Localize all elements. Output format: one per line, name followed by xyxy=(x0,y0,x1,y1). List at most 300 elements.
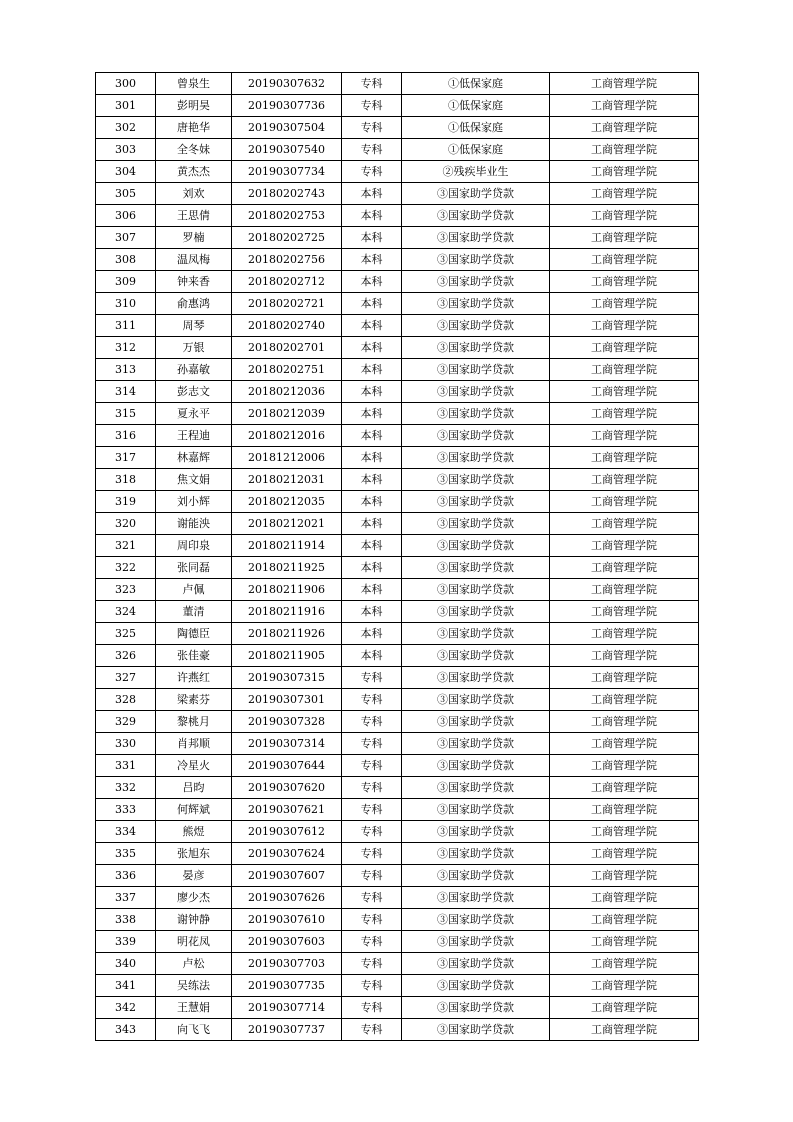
row-number-cell: 309 xyxy=(96,271,156,293)
college-cell: 工商管理学院 xyxy=(550,975,699,997)
education-level-cell: 本科 xyxy=(342,293,402,315)
hardship-type-cell: ③国家助学贷款 xyxy=(402,403,550,425)
college-cell: 工商管理学院 xyxy=(550,315,699,337)
student-id-cell: 20190307610 xyxy=(232,909,342,931)
table-row xyxy=(96,953,699,975)
education-level-cell: 专科 xyxy=(342,711,402,733)
hardship-type-cell: ③国家助学贷款 xyxy=(402,821,550,843)
college-cell: 工商管理学院 xyxy=(550,469,699,491)
row-number-cell: 311 xyxy=(96,315,156,337)
student-name-cell: 吴练法 xyxy=(156,975,232,997)
college-cell: 工商管理学院 xyxy=(550,513,699,535)
student-id-cell: 20190307621 xyxy=(232,799,342,821)
table-row xyxy=(96,425,699,447)
student-id-cell: 20190307314 xyxy=(232,733,342,755)
table-row xyxy=(96,667,699,689)
education-level-cell: 本科 xyxy=(342,579,402,601)
college-cell: 工商管理学院 xyxy=(550,535,699,557)
college-cell: 工商管理学院 xyxy=(550,887,699,909)
student-name-cell: 张旭东 xyxy=(156,843,232,865)
education-level-cell: 专科 xyxy=(342,865,402,887)
table-row xyxy=(96,117,699,139)
table-row xyxy=(96,73,699,95)
student-name-cell: 王思倩 xyxy=(156,205,232,227)
table-row xyxy=(96,447,699,469)
student-id-cell: 20180211926 xyxy=(232,623,342,645)
student-name-cell: 刘欢 xyxy=(156,183,232,205)
row-number-cell: 326 xyxy=(96,645,156,667)
table-row xyxy=(96,997,699,1019)
education-level-cell: 专科 xyxy=(342,755,402,777)
student-name-cell: 罗楠 xyxy=(156,227,232,249)
student-name-cell: 卢松 xyxy=(156,953,232,975)
row-number-cell: 324 xyxy=(96,601,156,623)
education-level-cell: 本科 xyxy=(342,491,402,513)
student-name-cell: 晏彦 xyxy=(156,865,232,887)
table-row xyxy=(96,337,699,359)
education-level-cell: 本科 xyxy=(342,557,402,579)
student-name-cell: 黄杰杰 xyxy=(156,161,232,183)
education-level-cell: 本科 xyxy=(342,623,402,645)
hardship-type-cell: ③国家助学贷款 xyxy=(402,337,550,359)
student-id-cell: 20190307644 xyxy=(232,755,342,777)
row-number-cell: 327 xyxy=(96,667,156,689)
student-name-cell: 张同磊 xyxy=(156,557,232,579)
college-cell: 工商管理学院 xyxy=(550,667,699,689)
row-number-cell: 321 xyxy=(96,535,156,557)
row-number-cell: 317 xyxy=(96,447,156,469)
college-cell: 工商管理学院 xyxy=(550,689,699,711)
row-number-cell: 334 xyxy=(96,821,156,843)
row-number-cell: 320 xyxy=(96,513,156,535)
education-level-cell: 本科 xyxy=(342,403,402,425)
education-level-cell: 本科 xyxy=(342,645,402,667)
row-number-cell: 305 xyxy=(96,183,156,205)
education-level-cell: 专科 xyxy=(342,997,402,1019)
hardship-type-cell: ③国家助学贷款 xyxy=(402,1019,550,1041)
table-row xyxy=(96,887,699,909)
college-cell: 工商管理学院 xyxy=(550,777,699,799)
hardship-type-cell: ③国家助学贷款 xyxy=(402,953,550,975)
student-id-cell: 20180211916 xyxy=(232,601,342,623)
hardship-type-cell: ③国家助学贷款 xyxy=(402,579,550,601)
student-id-cell: 20190307737 xyxy=(232,1019,342,1041)
hardship-type-cell: ①低保家庭 xyxy=(402,139,550,161)
row-number-cell: 306 xyxy=(96,205,156,227)
hardship-type-cell: ③国家助学贷款 xyxy=(402,249,550,271)
hardship-type-cell: ③国家助学贷款 xyxy=(402,733,550,755)
hardship-type-cell: ③国家助学贷款 xyxy=(402,513,550,535)
student-id-cell: 20180202756 xyxy=(232,249,342,271)
student-id-cell: 20180211905 xyxy=(232,645,342,667)
college-cell: 工商管理学院 xyxy=(550,447,699,469)
student-id-cell: 20190307714 xyxy=(232,997,342,1019)
education-level-cell: 本科 xyxy=(342,227,402,249)
education-level-cell: 本科 xyxy=(342,183,402,205)
education-level-cell: 专科 xyxy=(342,975,402,997)
table-row xyxy=(96,403,699,425)
student-id-cell: 20190307736 xyxy=(232,95,342,117)
student-id-cell: 20180212039 xyxy=(232,403,342,425)
college-cell: 工商管理学院 xyxy=(550,73,699,95)
education-level-cell: 本科 xyxy=(342,249,402,271)
education-level-cell: 本科 xyxy=(342,381,402,403)
college-cell: 工商管理学院 xyxy=(550,491,699,513)
student-name-cell: 谢能泱 xyxy=(156,513,232,535)
student-id-cell: 20180212036 xyxy=(232,381,342,403)
education-level-cell: 本科 xyxy=(342,205,402,227)
row-number-cell: 332 xyxy=(96,777,156,799)
student-name-cell: 张佳豪 xyxy=(156,645,232,667)
student-id-cell: 20190307504 xyxy=(232,117,342,139)
student-id-cell: 20180202740 xyxy=(232,315,342,337)
row-number-cell: 319 xyxy=(96,491,156,513)
student-name-cell: 冷星火 xyxy=(156,755,232,777)
table-row xyxy=(96,381,699,403)
table-row xyxy=(96,799,699,821)
hardship-type-cell: ③国家助学贷款 xyxy=(402,315,550,337)
student-id-cell: 20180212016 xyxy=(232,425,342,447)
college-cell: 工商管理学院 xyxy=(550,557,699,579)
education-level-cell: 本科 xyxy=(342,469,402,491)
student-id-cell: 20190307703 xyxy=(232,953,342,975)
student-id-cell: 20190307734 xyxy=(232,161,342,183)
education-level-cell: 专科 xyxy=(342,117,402,139)
student-name-cell: 全冬妹 xyxy=(156,139,232,161)
table-row xyxy=(96,645,699,667)
student-name-cell: 万银 xyxy=(156,337,232,359)
education-level-cell: 专科 xyxy=(342,1019,402,1041)
student-name-cell: 曾泉生 xyxy=(156,73,232,95)
table-row xyxy=(96,139,699,161)
student-id-cell: 20190307301 xyxy=(232,689,342,711)
table-row xyxy=(96,777,699,799)
table-row xyxy=(96,557,699,579)
college-cell: 工商管理学院 xyxy=(550,249,699,271)
education-level-cell: 专科 xyxy=(342,931,402,953)
education-level-cell: 专科 xyxy=(342,73,402,95)
row-number-cell: 331 xyxy=(96,755,156,777)
college-cell: 工商管理学院 xyxy=(550,381,699,403)
education-level-cell: 本科 xyxy=(342,315,402,337)
college-cell: 工商管理学院 xyxy=(550,139,699,161)
student-id-cell: 20190307540 xyxy=(232,139,342,161)
hardship-type-cell: ③国家助学贷款 xyxy=(402,271,550,293)
education-level-cell: 专科 xyxy=(342,95,402,117)
student-name-cell: 彭志文 xyxy=(156,381,232,403)
student-id-cell: 20180212035 xyxy=(232,491,342,513)
student-id-cell: 20180211925 xyxy=(232,557,342,579)
student-name-cell: 谢钟静 xyxy=(156,909,232,931)
hardship-type-cell: ③国家助学贷款 xyxy=(402,227,550,249)
education-level-cell: 专科 xyxy=(342,161,402,183)
table-row xyxy=(96,601,699,623)
hardship-type-cell: ③国家助学贷款 xyxy=(402,425,550,447)
education-level-cell: 专科 xyxy=(342,139,402,161)
student-name-cell: 刘小辉 xyxy=(156,491,232,513)
hardship-type-cell: ③国家助学贷款 xyxy=(402,799,550,821)
college-cell: 工商管理学院 xyxy=(550,403,699,425)
row-number-cell: 315 xyxy=(96,403,156,425)
education-level-cell: 专科 xyxy=(342,843,402,865)
hardship-type-cell: ①低保家庭 xyxy=(402,73,550,95)
row-number-cell: 325 xyxy=(96,623,156,645)
college-cell: 工商管理学院 xyxy=(550,95,699,117)
college-cell: 工商管理学院 xyxy=(550,755,699,777)
table-row xyxy=(96,1019,699,1041)
row-number-cell: 313 xyxy=(96,359,156,381)
hardship-type-cell: ③国家助学贷款 xyxy=(402,997,550,1019)
student-id-cell: 20190307624 xyxy=(232,843,342,865)
hardship-type-cell: ③国家助学贷款 xyxy=(402,359,550,381)
college-cell: 工商管理学院 xyxy=(550,271,699,293)
college-cell: 工商管理学院 xyxy=(550,205,699,227)
student-name-cell: 许燕红 xyxy=(156,667,232,689)
row-number-cell: 342 xyxy=(96,997,156,1019)
college-cell: 工商管理学院 xyxy=(550,843,699,865)
hardship-type-cell: ③国家助学贷款 xyxy=(402,865,550,887)
hardship-type-cell: ③国家助学贷款 xyxy=(402,601,550,623)
student-name-cell: 王程迪 xyxy=(156,425,232,447)
row-number-cell: 308 xyxy=(96,249,156,271)
student-name-cell: 肖邦顺 xyxy=(156,733,232,755)
hardship-type-cell: ③国家助学贷款 xyxy=(402,777,550,799)
student-name-cell: 彭明昊 xyxy=(156,95,232,117)
student-list-table xyxy=(95,72,699,1041)
row-number-cell: 337 xyxy=(96,887,156,909)
hardship-type-cell: ③国家助学贷款 xyxy=(402,293,550,315)
student-id-cell: 20180202721 xyxy=(232,293,342,315)
hardship-type-cell: ③国家助学贷款 xyxy=(402,689,550,711)
education-level-cell: 专科 xyxy=(342,733,402,755)
hardship-type-cell: ③国家助学贷款 xyxy=(402,667,550,689)
row-number-cell: 340 xyxy=(96,953,156,975)
student-name-cell: 陶德臣 xyxy=(156,623,232,645)
hardship-type-cell: ②残疾毕业生 xyxy=(402,161,550,183)
college-cell: 工商管理学院 xyxy=(550,425,699,447)
education-level-cell: 本科 xyxy=(342,513,402,535)
row-number-cell: 323 xyxy=(96,579,156,601)
college-cell: 工商管理学院 xyxy=(550,601,699,623)
student-name-cell: 何辉斌 xyxy=(156,799,232,821)
student-id-cell: 20190307315 xyxy=(232,667,342,689)
table-row xyxy=(96,469,699,491)
table-row xyxy=(96,579,699,601)
hardship-type-cell: ③国家助学贷款 xyxy=(402,975,550,997)
education-level-cell: 本科 xyxy=(342,425,402,447)
table-row xyxy=(96,249,699,271)
row-number-cell: 328 xyxy=(96,689,156,711)
row-number-cell: 304 xyxy=(96,161,156,183)
student-name-cell: 周印泉 xyxy=(156,535,232,557)
education-level-cell: 专科 xyxy=(342,909,402,931)
table-row xyxy=(96,711,699,733)
table-row xyxy=(96,865,699,887)
college-cell: 工商管理学院 xyxy=(550,1019,699,1041)
row-number-cell: 300 xyxy=(96,73,156,95)
college-cell: 工商管理学院 xyxy=(550,579,699,601)
hardship-type-cell: ③国家助学贷款 xyxy=(402,491,550,513)
hardship-type-cell: ③国家助学贷款 xyxy=(402,381,550,403)
student-id-cell: 20180202743 xyxy=(232,183,342,205)
education-level-cell: 本科 xyxy=(342,535,402,557)
student-id-cell: 20180202701 xyxy=(232,337,342,359)
student-id-cell: 20181212006 xyxy=(232,447,342,469)
education-level-cell: 本科 xyxy=(342,447,402,469)
table-row xyxy=(96,623,699,645)
college-cell: 工商管理学院 xyxy=(550,293,699,315)
table-row xyxy=(96,931,699,953)
student-id-cell: 20180202751 xyxy=(232,359,342,381)
hardship-type-cell: ③国家助学贷款 xyxy=(402,469,550,491)
row-number-cell: 339 xyxy=(96,931,156,953)
college-cell: 工商管理学院 xyxy=(550,733,699,755)
education-level-cell: 本科 xyxy=(342,601,402,623)
row-number-cell: 329 xyxy=(96,711,156,733)
hardship-type-cell: ③国家助学贷款 xyxy=(402,447,550,469)
student-name-cell: 梁素芬 xyxy=(156,689,232,711)
education-level-cell: 专科 xyxy=(342,887,402,909)
student-id-cell: 20190307607 xyxy=(232,865,342,887)
student-id-cell: 20190307632 xyxy=(232,73,342,95)
student-id-cell: 20180212031 xyxy=(232,469,342,491)
student-name-cell: 夏永平 xyxy=(156,403,232,425)
row-number-cell: 303 xyxy=(96,139,156,161)
hardship-type-cell: ③国家助学贷款 xyxy=(402,557,550,579)
student-name-cell: 卢佩 xyxy=(156,579,232,601)
hardship-type-cell: ③国家助学贷款 xyxy=(402,535,550,557)
row-number-cell: 310 xyxy=(96,293,156,315)
hardship-type-cell: ③国家助学贷款 xyxy=(402,645,550,667)
student-id-cell: 20190307626 xyxy=(232,887,342,909)
college-cell: 工商管理学院 xyxy=(550,909,699,931)
hardship-type-cell: ③国家助学贷款 xyxy=(402,623,550,645)
student-name-cell: 孙嘉敏 xyxy=(156,359,232,381)
row-number-cell: 322 xyxy=(96,557,156,579)
student-id-cell: 20180202712 xyxy=(232,271,342,293)
student-id-cell: 20180211906 xyxy=(232,579,342,601)
row-number-cell: 341 xyxy=(96,975,156,997)
row-number-cell: 314 xyxy=(96,381,156,403)
hardship-type-cell: ③国家助学贷款 xyxy=(402,887,550,909)
row-number-cell: 316 xyxy=(96,425,156,447)
student-id-cell: 20180211914 xyxy=(232,535,342,557)
college-cell: 工商管理学院 xyxy=(550,711,699,733)
college-cell: 工商管理学院 xyxy=(550,865,699,887)
table-row xyxy=(96,205,699,227)
table-row xyxy=(96,183,699,205)
education-level-cell: 专科 xyxy=(342,953,402,975)
college-cell: 工商管理学院 xyxy=(550,161,699,183)
college-cell: 工商管理学院 xyxy=(550,623,699,645)
student-id-cell: 20190307735 xyxy=(232,975,342,997)
student-name-cell: 周琴 xyxy=(156,315,232,337)
student-name-cell: 林嘉辉 xyxy=(156,447,232,469)
table-row xyxy=(96,755,699,777)
college-cell: 工商管理学院 xyxy=(550,821,699,843)
student-name-cell: 俞惠鸿 xyxy=(156,293,232,315)
college-cell: 工商管理学院 xyxy=(550,183,699,205)
row-number-cell: 307 xyxy=(96,227,156,249)
student-name-cell: 钟来香 xyxy=(156,271,232,293)
table-row xyxy=(96,271,699,293)
college-cell: 工商管理学院 xyxy=(550,799,699,821)
hardship-type-cell: ③国家助学贷款 xyxy=(402,183,550,205)
hardship-type-cell: ③国家助学贷款 xyxy=(402,205,550,227)
row-number-cell: 312 xyxy=(96,337,156,359)
hardship-type-cell: ③国家助学贷款 xyxy=(402,711,550,733)
college-cell: 工商管理学院 xyxy=(550,337,699,359)
student-id-cell: 20190307612 xyxy=(232,821,342,843)
student-name-cell: 廖少杰 xyxy=(156,887,232,909)
education-level-cell: 专科 xyxy=(342,799,402,821)
table-row xyxy=(96,843,699,865)
education-level-cell: 专科 xyxy=(342,777,402,799)
student-name-cell: 唐艳华 xyxy=(156,117,232,139)
education-level-cell: 本科 xyxy=(342,359,402,381)
table-row xyxy=(96,909,699,931)
row-number-cell: 330 xyxy=(96,733,156,755)
hardship-type-cell: ③国家助学贷款 xyxy=(402,843,550,865)
table-row xyxy=(96,359,699,381)
education-level-cell: 专科 xyxy=(342,821,402,843)
college-cell: 工商管理学院 xyxy=(550,931,699,953)
row-number-cell: 318 xyxy=(96,469,156,491)
table-row xyxy=(96,161,699,183)
table-row xyxy=(96,513,699,535)
college-cell: 工商管理学院 xyxy=(550,227,699,249)
education-level-cell: 专科 xyxy=(342,667,402,689)
student-id-cell: 20190307603 xyxy=(232,931,342,953)
row-number-cell: 338 xyxy=(96,909,156,931)
row-number-cell: 333 xyxy=(96,799,156,821)
student-name-cell: 王慧娟 xyxy=(156,997,232,1019)
row-number-cell: 302 xyxy=(96,117,156,139)
hardship-type-cell: ①低保家庭 xyxy=(402,95,550,117)
table-row xyxy=(96,95,699,117)
education-level-cell: 本科 xyxy=(342,271,402,293)
student-name-cell: 焦文娟 xyxy=(156,469,232,491)
student-name-cell: 向飞飞 xyxy=(156,1019,232,1041)
student-name-cell: 明花凤 xyxy=(156,931,232,953)
college-cell: 工商管理学院 xyxy=(550,359,699,381)
row-number-cell: 343 xyxy=(96,1019,156,1041)
hardship-type-cell: ①低保家庭 xyxy=(402,117,550,139)
education-level-cell: 专科 xyxy=(342,689,402,711)
student-name-cell: 温凤梅 xyxy=(156,249,232,271)
hardship-type-cell: ③国家助学贷款 xyxy=(402,755,550,777)
student-name-cell: 熊煜 xyxy=(156,821,232,843)
table-row xyxy=(96,821,699,843)
hardship-type-cell: ③国家助学贷款 xyxy=(402,909,550,931)
hardship-type-cell: ③国家助学贷款 xyxy=(402,931,550,953)
row-number-cell: 335 xyxy=(96,843,156,865)
table-row xyxy=(96,491,699,513)
student-id-cell: 20180202753 xyxy=(232,205,342,227)
student-name-cell: 董清 xyxy=(156,601,232,623)
college-cell: 工商管理学院 xyxy=(550,953,699,975)
student-name-cell: 吕昀 xyxy=(156,777,232,799)
table-body xyxy=(96,73,699,1041)
table-row xyxy=(96,975,699,997)
college-cell: 工商管理学院 xyxy=(550,117,699,139)
table-row xyxy=(96,293,699,315)
student-name-cell: 黎桃月 xyxy=(156,711,232,733)
row-number-cell: 336 xyxy=(96,865,156,887)
student-id-cell: 20190307328 xyxy=(232,711,342,733)
row-number-cell: 301 xyxy=(96,95,156,117)
student-id-cell: 20190307620 xyxy=(232,777,342,799)
